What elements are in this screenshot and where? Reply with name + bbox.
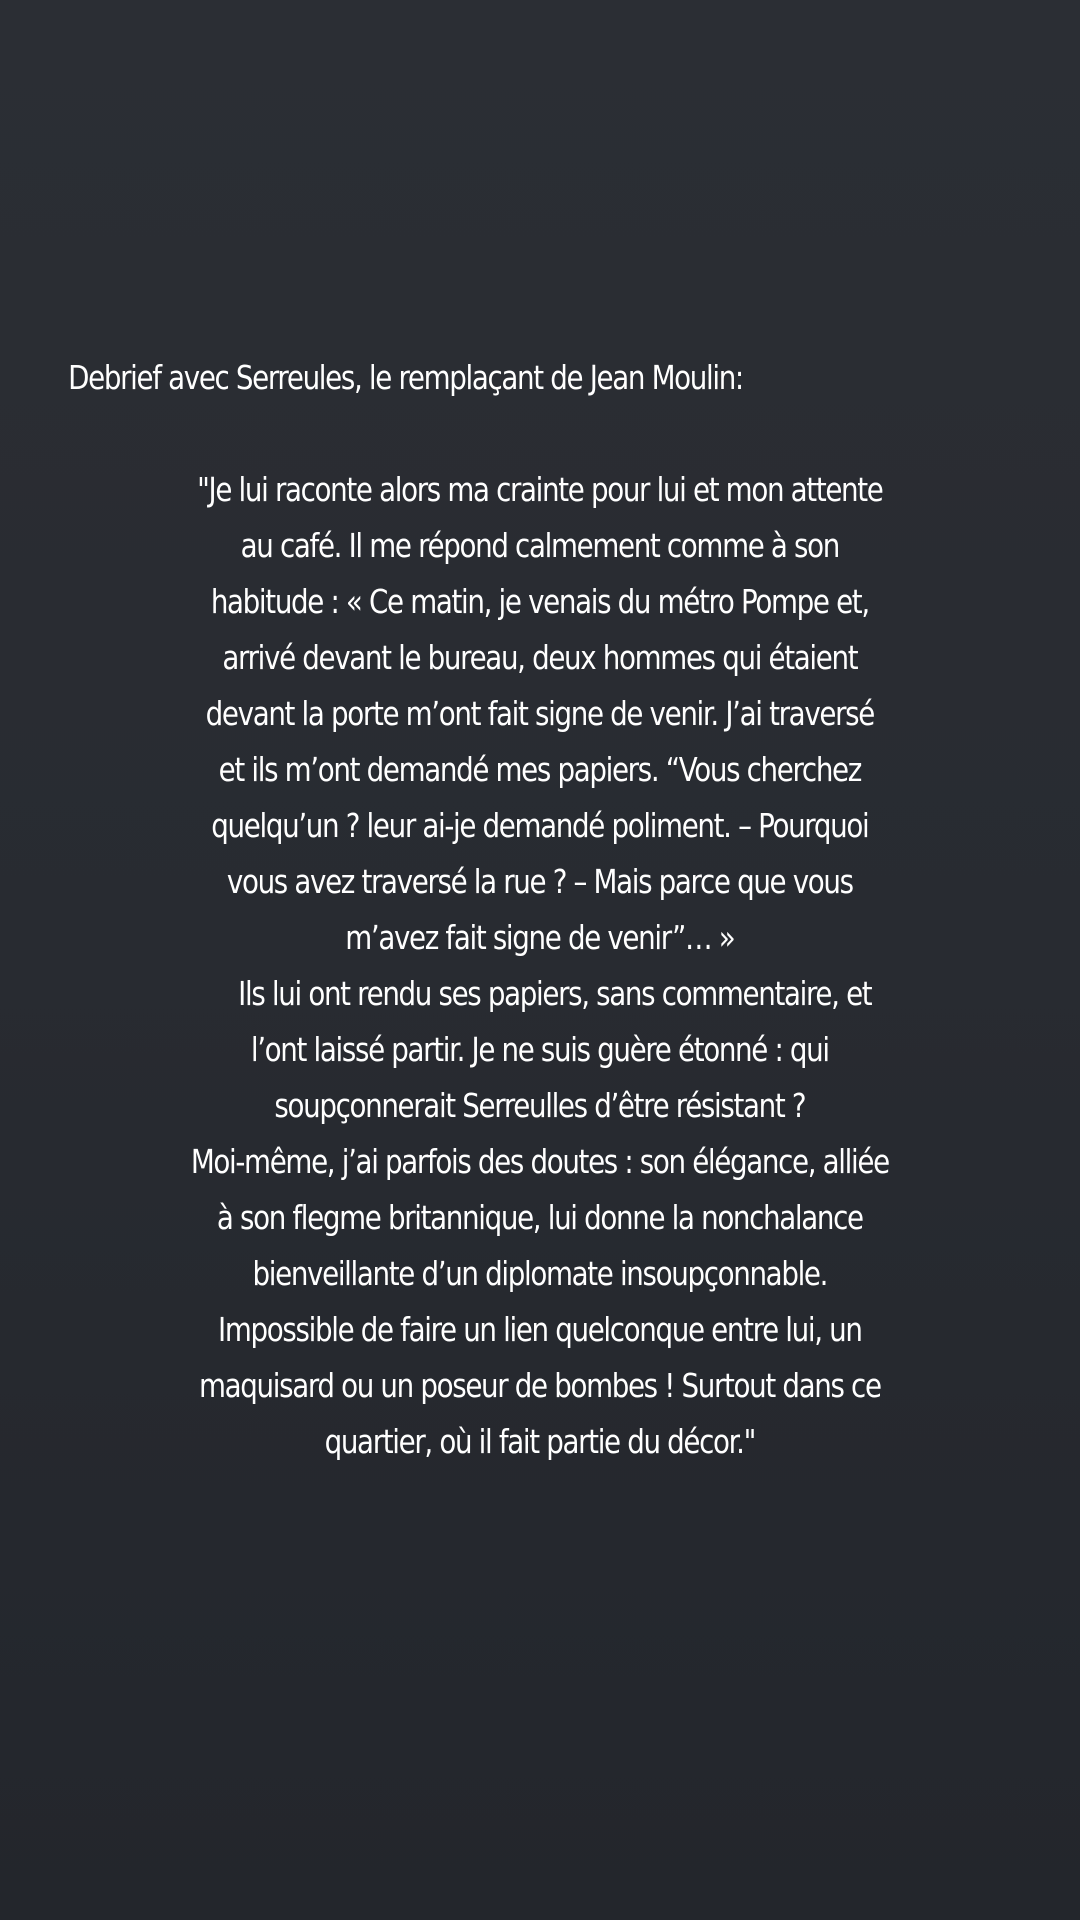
story-line: Impossible de faire un lien quelconque entre lui, un — [218, 1310, 862, 1349]
story-line: l’ont laissé partir. Je ne suis guère étonné : qui — [250, 1030, 829, 1069]
story-line: "Je lui raconte alors ma crainte pour lui et mon attente — [197, 470, 883, 509]
story-line: à son flegme britannique, lui donne la nonchalance — [216, 1198, 863, 1237]
story-line: m’avez fait signe de venir”… » — [345, 918, 735, 957]
story-heading: Debrief avec Serreules, le remplaçant de Jean Moulin: — [68, 358, 743, 397]
story-line: quartier, où il fait partie du décor." — [324, 1422, 756, 1461]
story-line: Ils lui ont rendu ses papiers, sans commentaire, et — [208, 974, 872, 1013]
story-line: quelqu’un ? leur ai-je demandé poliment. – Pourquoi — [211, 806, 869, 845]
story-line: et ils m’ont demandé mes papiers. “Vous cherchez — [218, 750, 861, 789]
story-line: arrivé devant le bureau, deux hommes qui étaient — [222, 638, 858, 677]
story-line: habitude : « Ce matin, je venais du métro Pompe et, — [210, 582, 869, 621]
story-line: au café. Il me répond calmement comme à son — [240, 526, 839, 565]
story-line: soupçonnerait Serreulles d’être résistant ? — [274, 1086, 806, 1125]
story-line: devant la porte m’ont fait signe de venir. J’ai traversé — [205, 694, 874, 733]
story-line: vous avez traversé la rue ? – Mais parce que vous — [226, 862, 853, 901]
story-line: Moi-même, j’ai parfois des doutes : son élégance, alliée — [190, 1142, 889, 1181]
story-text — [48, 350, 1032, 1470]
blank-line — [48, 406, 1032, 462]
story-line: maquisard ou un poseur de bombes ! Surtout dans ce — [198, 1366, 881, 1405]
story-line: bienveillante d’un diplomate insoupçonnable. — [252, 1254, 828, 1293]
